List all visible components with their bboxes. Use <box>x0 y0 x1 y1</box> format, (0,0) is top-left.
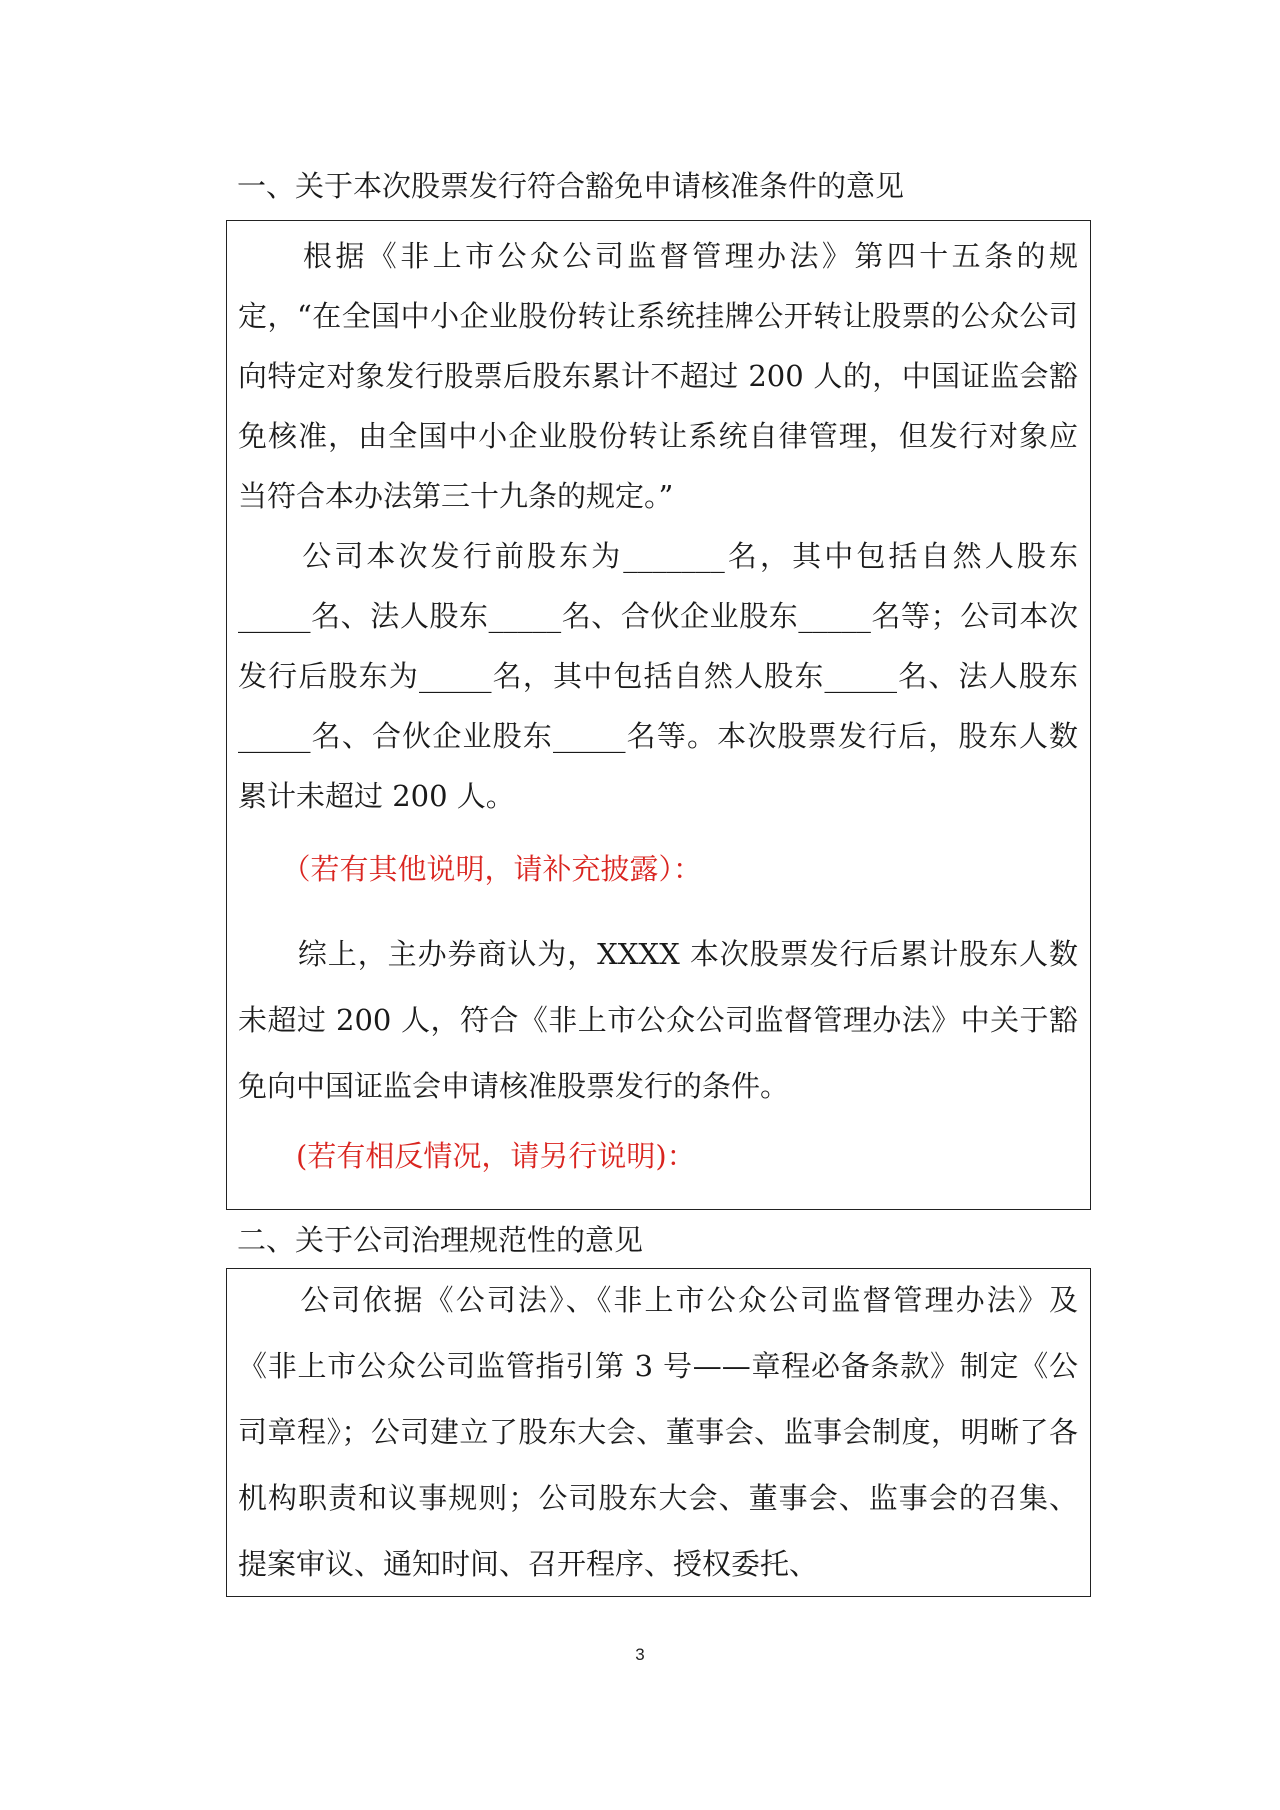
section-1-paragraph-conclusion: 综上，主办券商认为，XXXX 本次股票发行后累计股东人数未超过 200 人，符合《非上市公众公司监督管理办法》中关于豁免向中国证监会申请核准股票发行的条件。 <box>238 937 1078 1103</box>
section-1-note-contrary: (若有相反情况，请另行说明)： <box>238 1139 696 1173</box>
section-1-box <box>226 220 1091 1210</box>
section-1-paragraph-regulation: 根据《非上市公众公司监督管理办法》第四十五条的规定，“在全国中小企业股份转让系统挂牌公开转让股票的公众公司向特定对象发行股票后股东累计不超过 200 人的，中国证监会豁免核准，由全国中小企业股份转让系统自律管理，但发行对象应当符合本办法第三十九条的规定。” <box>238 239 1078 513</box>
section-2-box <box>226 1268 1091 1597</box>
section-2-paragraph-governance: 公司依据《公司法》、《非上市公众公司监督管理办法》及《非上市公众公司监管指引第 3 号——章程必备条款》制定《公司章程》；公司建立了股东大会、董事会、监事会制度，明晰了各机构职责和议事规则；公司股东大会、董事会、监事会的召集、提案审议、通知时间、召开程序、授权委托、 <box>238 1283 1078 1581</box>
section-1-heading: 一、关于本次股票发行符合豁免申请核准条件的意见 <box>237 169 905 203</box>
section-1-note-other: （若有其他说明，请补充披露）： <box>238 852 703 886</box>
section-2-heading: 二、关于公司治理规范性的意见 <box>237 1223 644 1257</box>
section-1-paragraph-shareholders: 公司本次发行前股东为_______名，其中包括自然人股东_____名、法人股东_____名、合伙企业股东_____名等；公司本次发行后股东为_____名，其中包括自然人股东_____名、法人股东_____名、合伙企业股东_____名等。本次股票发行后，股东人数累计未超过 200 人。 <box>238 539 1078 813</box>
page-number: 3 <box>635 1645 645 1664</box>
